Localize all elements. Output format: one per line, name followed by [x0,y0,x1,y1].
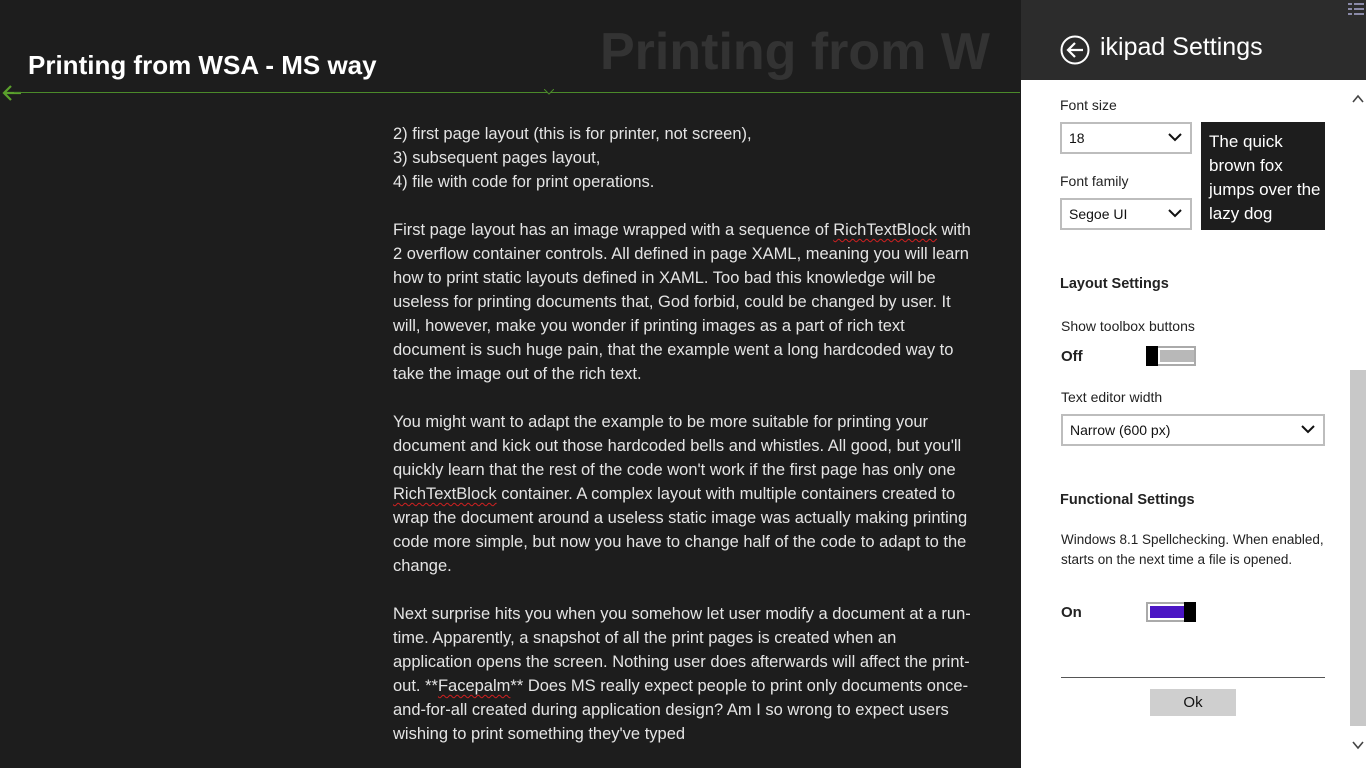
list-item: 3) subsequent pages layout, [393,149,601,167]
paragraph-surprise: Next surprise hits you when you somehow let user modify a document at a run-time. Apparently, a snapshot of all the print pages is created when an application opens the screen. Nothing user does afterwards will affect the print-out. **Facepalm** Does MS really expect people to print only documents once-and-for-all created during application design? Am I so wrong to expect users wishing to print something they've typed [393,605,971,743]
editor-width-value: Narrow (600 px) [1070,422,1171,438]
settings-scrollbar[interactable] [1350,80,1366,768]
layout-settings-heading: Layout Settings [1060,276,1169,292]
settings-flyout [1021,0,1366,768]
grid-dots-icon [1347,2,1365,16]
toolbox-toggle-state: Off [1061,348,1083,365]
editor-width-select[interactable] [1061,414,1325,446]
scroll-down-icon[interactable] [1352,740,1364,750]
back-circle-icon[interactable] [1060,35,1090,65]
toolbox-toggle[interactable] [1146,346,1196,366]
spellcheck-toggle[interactable] [1146,602,1196,622]
document-title[interactable]: Printing from WSA - MS way [28,50,377,80]
ok-button[interactable]: Ok [1150,689,1236,716]
functional-settings-heading: Functional Settings [1060,492,1195,508]
chevron-down-icon [1168,132,1182,142]
toggle-thumb[interactable] [1146,346,1158,366]
settings-header [1021,0,1366,80]
list-item: 4) file with code for print operations. [393,173,655,191]
divider-notch-icon [544,89,554,95]
scroll-thumb[interactable] [1350,370,1366,726]
misspelled-word[interactable]: RichTextBlock [833,221,937,239]
font-family-select[interactable] [1060,198,1192,230]
numbered-list [393,122,973,194]
back-arrow-icon[interactable] [2,84,22,102]
font-size-label: Font size [1060,97,1117,113]
list-item: 2) first page layout (this is for printer, not screen), [393,125,752,143]
text-editor[interactable] [393,108,973,768]
toggle-track [1150,606,1184,618]
font-family-label: Font family [1060,173,1129,189]
font-size-value: 18 [1069,130,1085,146]
misspelled-word[interactable]: Facepalm [437,677,511,695]
paragraph-first-page: First page layout has an image wrapped with a sequence of RichTextBlock with 2 overflow container controls. All defined in page XAML, meaning you will learn how to print static layouts defined in XAML. Too bad this knowledge will be useless for printing documents that, God forbid, could be changed by user. It will, however, make you wonder if printing images as a part of rich text document is such huge pain, that the example went a long hardcoded way to take the image out of the rich text. [393,221,971,383]
font-preview: The quick brown fox jumps over the lazy dog [1201,122,1325,230]
spellcheck-description: Windows 8.1 Spellchecking. When enabled, starts on the next time a file is opened. [1061,532,1324,567]
font-size-select[interactable] [1060,122,1192,154]
settings-body [1021,80,1366,768]
toggle-thumb[interactable] [1184,602,1196,622]
scroll-up-icon[interactable] [1352,94,1364,104]
settings-title: ikipad Settings [1100,33,1263,61]
editor-width-label: Text editor width [1061,389,1163,405]
chevron-down-icon [1168,208,1182,218]
divider [1061,677,1325,678]
misspelled-word[interactable]: RichTextBlock [393,485,497,503]
clipped-line [393,108,973,122]
toggle-track [1160,350,1194,362]
title-divider-line [14,92,1020,93]
chevron-down-icon [1301,424,1315,434]
spellcheck-toggle-state: On [1061,604,1082,621]
title-watermark: Printing from W [600,23,990,81]
paragraph-adapt-example: You might want to adapt the example to be more suitable for printing your document and kick out those hardcoded bells and whistles. All good, but you'll quickly learn that the rest of the code won't work if the first page has only one RichTextBlock container. A complex layout with multiple containers created to wrap the document around a useless static image was actually making printing code more simple, but now you have to change half of the code to adapt to the change. [393,413,968,575]
font-family-value: Segoe UI [1069,206,1128,222]
toolbox-label: Show toolbox buttons [1061,318,1195,334]
